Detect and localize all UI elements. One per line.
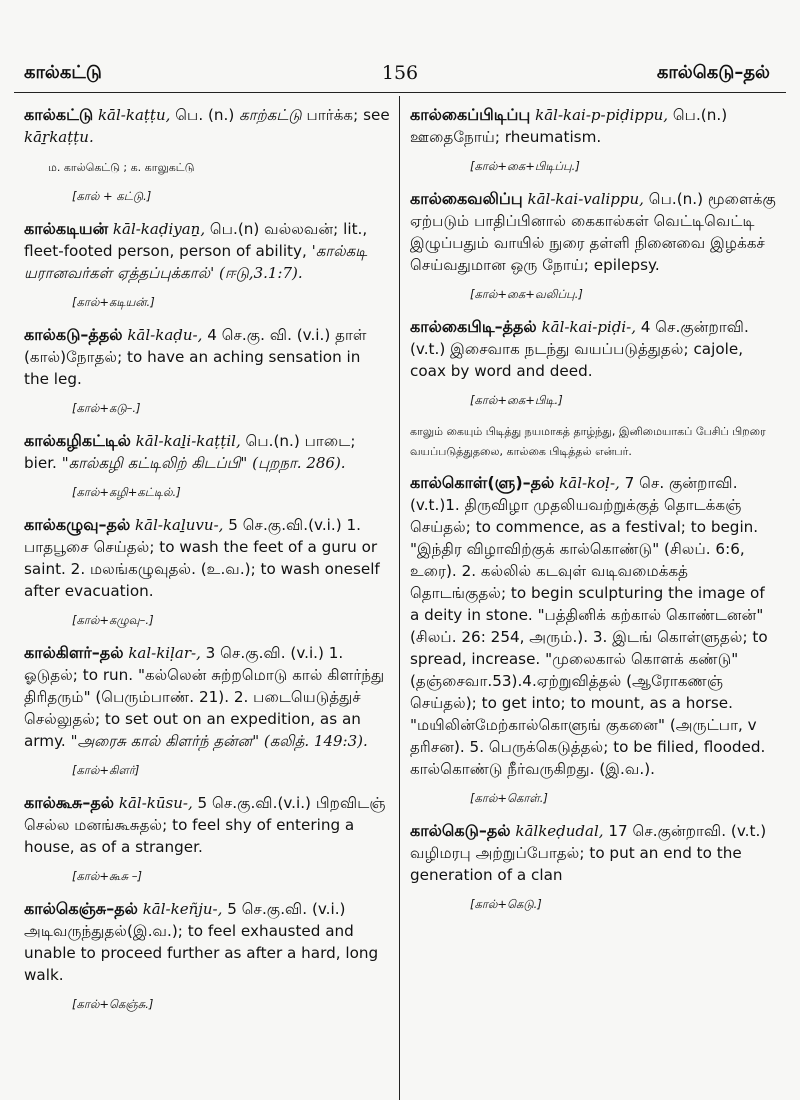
definition: 4 செ.குன்றாவி. (v.t.) இசைவாக நடந்து வயப்படுத்துதல்; cajole, coax by word and deed. bbox=[410, 318, 749, 380]
definition: 5 செ.கு.வி.(v.i.) 1. பாதபூசை செய்தல்; to wash the feet of a guru or saint. 2. மலங்கழுவுதல். (உ.வ.); to wash oneself after evacuation. bbox=[24, 516, 380, 600]
etymology: [கால்+கிளர்] bbox=[72, 763, 140, 777]
usage-note: காலும் கையும் பிடித்து நயமாகத் தாழ்ந்து, இனிமையாகப் பேசிப் பிறரை வயப்படுத்துதலை, கால்கை பிடித்தல் என்பர். bbox=[410, 425, 766, 458]
headword: கால்கழுவு–தல் bbox=[24, 515, 131, 534]
transliteration: kāl-kai-piḍi-, bbox=[541, 318, 636, 336]
page-header bbox=[0, 62, 800, 92]
transliteration: kāl-kai-p-piḍippu, bbox=[535, 106, 669, 124]
etymology: [கால்+கழுவு–.] bbox=[72, 613, 154, 627]
definition: பெ.(n) வல்லவன்; lit., fleet-footed person, person of ability, bbox=[24, 220, 368, 260]
transliteration: kāl-kūsu-, bbox=[118, 794, 193, 812]
headword: கால்கடு–த்தல் bbox=[24, 325, 123, 344]
etymology: [கால்+கை+பிடி.] bbox=[470, 393, 563, 407]
headword: கால்கூசு–தல் bbox=[24, 793, 115, 812]
transliteration: kāl-kaḍiyaṉ, bbox=[112, 220, 206, 238]
definition: பெ.(n.) மூளைக்கு ஏற்படும் பாதிப்பினால் கைகால்கள் வெட்டிவெட்டி இழுப்பதும் வாயில் நுரை தள்ளி நினைவை இழக்கச் செய்வதுமான ஒரு நோய்; epilepsy. bbox=[410, 190, 776, 274]
etymology: [கால்+கெஞ்சு.] bbox=[72, 997, 154, 1011]
right-column bbox=[410, 104, 776, 926]
definition: 5 செ.கு.வி. (v.i.) அடிவருந்துதல்(இ.வ.); to feel exhausted and unable to proceed further as after a hard, long walk. bbox=[24, 900, 379, 984]
entry bbox=[410, 820, 776, 886]
entry bbox=[24, 324, 390, 390]
entry bbox=[24, 218, 390, 284]
entry bbox=[410, 472, 776, 780]
entry bbox=[24, 104, 390, 148]
column-divider bbox=[399, 96, 400, 1100]
headword: கால்கைவலிப்பு bbox=[410, 189, 523, 208]
header-right-guide-word: கால்கெடு–தல் bbox=[656, 62, 770, 83]
etymology: [கால்+கடு–.] bbox=[72, 401, 141, 415]
transliteration: kālkeḍudal, bbox=[515, 822, 604, 840]
headword: கால்கொள்(ளு)–தல் bbox=[410, 473, 555, 492]
entry bbox=[410, 188, 776, 276]
definition: பார்க்க; see bbox=[301, 106, 390, 124]
transliteration: kāl-kai-valippu, bbox=[527, 190, 644, 208]
etymology: [கால்+கெடு.] bbox=[470, 897, 542, 911]
quotation: 'கால்கடி யரானவர்கள் ஏத்தப்புக்கால்' (ஈடு,3.1:7). bbox=[24, 242, 368, 282]
transliteration: kāl-keñju-, bbox=[142, 900, 223, 918]
etymology: [கால்+கை+பிடிப்பு.] bbox=[470, 159, 580, 173]
etymology: [கால்+கழி+கட்டில்.] bbox=[72, 485, 181, 499]
headword: கால்கெஞ்சு–தல் bbox=[24, 899, 138, 918]
quotation: "அரைசு கால் கிளர்ந் தன்ன" (கலித். 149:3). bbox=[70, 732, 368, 750]
etymology: [கால் + கட்டு.] bbox=[72, 189, 152, 203]
etymology: [கால்+கொள்.] bbox=[470, 791, 548, 805]
headword: கால்கிளர்–தல் bbox=[24, 643, 124, 662]
definition: 3 செ.கு.வி. (v.i.) 1. ஓடுதல்; to run. "கல்லென் சுற்றமொடு கால் கிளர்ந்து திரிதரும்" (பெரும்பாண். 21). 2. படையெடுத்துச் செல்லுதல்; to set out on an expedition, as an army. bbox=[24, 644, 385, 750]
cross-ref: kāṟkaṭṭu. bbox=[24, 128, 94, 146]
definition: பெ. (n.) bbox=[170, 106, 240, 124]
transliteration: kal-kiḷar-, bbox=[128, 644, 201, 662]
headword: கால்கழிகட்டில் bbox=[24, 431, 131, 450]
headword: கால்கைப்பிடிப்பு bbox=[410, 105, 531, 124]
definition: 5 செ.கு.வி.(v.i.) பிறவிடஞ் செல்ல மனங்கூசுதல்; to feel shy of entering a house, as of a stranger. bbox=[24, 794, 386, 856]
headword: கால்கடியன் bbox=[24, 219, 109, 238]
definition: 7 செ. குன்றாவி. (v.t.)1. திருவிழா முதலியவற்றுக்குத் தொடக்கஞ் செய்தல்; to commence, as a festival; to begin. "இந்திர விழாவிற்குக் கால்கொண்டு" (சிலப். 6:6, உரை). 2. கல்லில் கடவுள் வடிவமைக்கத் தொடங்குதல்; to begin sculpturing the image of a deity in stone. "பத்தினிக் கற்கால் கொண்டனன்" (சிலப். 26: 254, அரும்.). 3. இடங் கொள்ளுதல்; to spread, increase. "முலைகால் கொளக் கண்டு" (தஞ்சைவா.53).4.ஏற்றுவித்தல் (ஆரோகணஞ் செய்தல்); to get into; to mount, as a horse. "மயிலின்மேற்கால்கொளுங் குகனை" (அருட்பா, v தரிசன). 5. பெருக்கெடுத்தல்; to be filied, flooded. கால்கொண்டு நீர்வருகிறது. (இ.வ.). bbox=[410, 474, 768, 778]
cognate-note: ம. கால்கெட்டு ; க. காலுகட்டு bbox=[48, 161, 195, 174]
entry bbox=[24, 792, 390, 858]
quotation: "கால்கழி கட்டிலிற் கிடப்பி" (புறநா. 286). bbox=[61, 454, 346, 472]
transliteration: kāl-kaḍu-, bbox=[127, 326, 203, 344]
header-left-guide-word: கால்கட்டு bbox=[24, 62, 102, 83]
entry bbox=[24, 430, 390, 474]
definition: பெ.(n.) ஊதைநோய்; rheumatism. bbox=[410, 106, 728, 146]
definition: 17 செ.குன்றாவி. (v.t.) வழிமரபு அற்றுப்போதல்; to put an end to the generation of a clan bbox=[410, 822, 767, 884]
headword: கால்கெடு–தல் bbox=[410, 821, 511, 840]
entry bbox=[410, 316, 776, 382]
entry bbox=[24, 898, 390, 986]
definition: 4 செ.கு. வி. (v.i.) தாள் (கால்)நோதல்; to have an aching sensation in the leg. bbox=[24, 326, 367, 388]
left-column bbox=[24, 104, 390, 1026]
cross-ref-tamil: காற்கட்டு bbox=[239, 106, 302, 124]
etymology: [கால்+கை+வலிப்பு.] bbox=[470, 287, 583, 301]
headword: கால்கட்டு bbox=[24, 105, 94, 124]
transliteration: kāl-kaḻi-kaṭṭil, bbox=[135, 432, 241, 450]
etymology: [கால்+கூசு –] bbox=[72, 869, 142, 883]
page-number: 156 bbox=[381, 62, 419, 84]
definition: பெ.(n.) பாடை; bier. bbox=[24, 432, 356, 472]
transliteration: kāl-kaḻuvu-, bbox=[135, 516, 224, 534]
etymology: [கால்+கடியன்.] bbox=[72, 295, 155, 309]
entry bbox=[24, 642, 390, 752]
headword: கால்கைபிடி–த்தல் bbox=[410, 317, 537, 336]
transliteration: kāl-koḷ-, bbox=[559, 474, 620, 492]
entry bbox=[410, 104, 776, 148]
transliteration: kāl-kaṭṭu, bbox=[97, 106, 171, 124]
entry bbox=[24, 514, 390, 602]
header-rule bbox=[14, 92, 786, 93]
